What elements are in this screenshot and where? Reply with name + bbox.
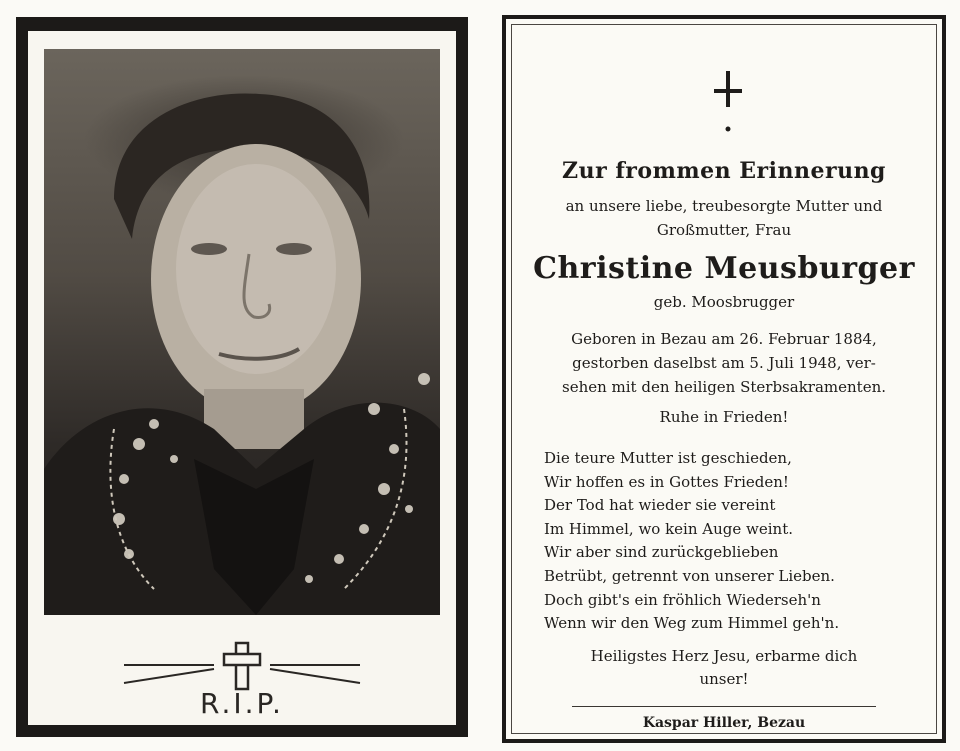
- rip-area: [28, 631, 456, 731]
- intro-line-1: an unsere liebe, treubesorgte Mutter und: [565, 197, 883, 215]
- card-title: Zur frommen Erinnerung: [562, 158, 886, 184]
- memorial-poem: [544, 447, 839, 636]
- poem-line: Der Tod hat wieder sie vereint: [544, 496, 776, 515]
- dates-line-1: Geboren in Bezau am 26. Februar 1884,: [571, 330, 877, 348]
- portrait-photo: [44, 49, 440, 615]
- maiden-name: geb. Moosbrugger: [653, 293, 795, 311]
- intro-line-2: Großmutter, Frau: [656, 221, 792, 239]
- deceased-name: Christine Meusburger: [533, 251, 915, 286]
- memorial-photo-card: [16, 17, 468, 737]
- life-dates: [512, 327, 936, 399]
- prayer: [512, 645, 936, 691]
- cross-icon: [224, 643, 260, 689]
- rip-text: R.I.P.: [200, 687, 284, 720]
- poem-line: Betrübt, getrennt von unserer Lieben.: [544, 566, 835, 585]
- printer-credit: Kaspar Hiller, Bezau: [642, 715, 806, 731]
- memorial-text-card: [502, 15, 946, 743]
- rest-in-peace: Ruhe in Frieden!: [659, 408, 789, 426]
- divider: [572, 706, 876, 707]
- photo-card-inner: [28, 31, 456, 725]
- poem-line: Im Himmel, wo kein Auge weint.: [544, 519, 793, 538]
- prayer-line-2: unser!: [699, 670, 749, 688]
- text-card-inner: [511, 24, 937, 734]
- dates-line-3: sehen mit den heiligen Sterbsakramenten.: [562, 378, 886, 396]
- poem-line: Doch gibt's ein fröhlich Wiederseh'n: [544, 590, 821, 609]
- poem-line: Wenn wir den Weg zum Himmel geh'n.: [544, 614, 840, 633]
- cross-icon: [708, 67, 748, 137]
- portrait-illustration: [44, 49, 440, 615]
- prayer-line-1: Heiligstes Herz Jesu, erbarme dich: [590, 647, 858, 665]
- dates-line-2: gestorben daselbst am 5. Juli 1948, ver-: [572, 354, 876, 372]
- poem-line: Wir hoffen es in Gottes Frieden!: [544, 472, 789, 491]
- poem-line: Die teure Mutter ist geschieden,: [544, 449, 792, 467]
- poem-line: Wir aber sind zurückgeblieben: [544, 543, 779, 562]
